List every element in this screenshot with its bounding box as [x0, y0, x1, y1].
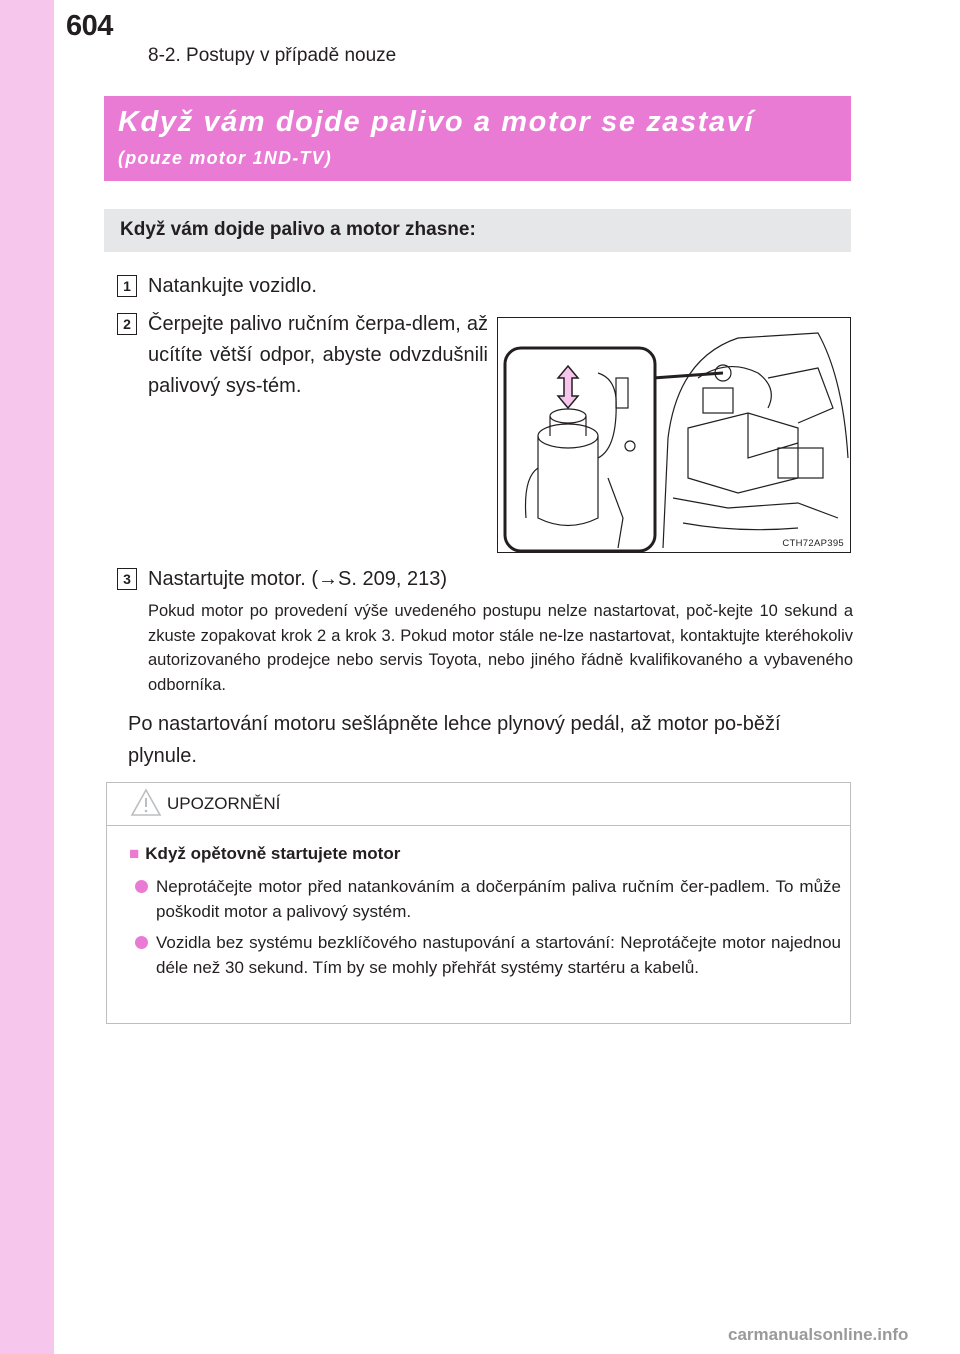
side-strip [0, 0, 54, 1354]
step-text-2: Čerpejte palivo ručním čerpa-dlem, až ucítíte větší odpor, abyste odvzdušnili palivový sys-tém. [148, 313, 488, 397]
warning-bullet-text: Vozidla bez systému bezklíčového nastupování a startování: Neprotáčejte motor najednou déle než 30 sekund. Tím by se mohly přehřát systémy startéru a kabelů. [156, 933, 841, 977]
warning-subheading [129, 844, 400, 864]
engine-bay-drawing [498, 318, 851, 553]
page-title: Když vám dojde palivo a motor se zastaví [118, 106, 755, 138]
figure-code: CTH72AP395 [782, 538, 844, 549]
note-text: Pokud motor po provedení výše uvedeného postupu nelze nastartovat, poč-kejte 10 sekund a zkuste zopakovat krok 2 a krok 3. Pokud motor stále ne-lze nastartovat, kontaktujte kteréhokoliv autorizovaného prodejce nebo servis Toyota, nebo jiného řádně kvalifikovaného a vybaveného odborníka. [148, 602, 853, 694]
warning-label: UPOZORNĚNÍ [167, 794, 281, 813]
subheading-banner [104, 209, 851, 252]
warning-bullet-text: Neprotáčejte motor před natankováním a dočerpáním paliva ručním čer-padlem. To může poškodit motor a palivový systém. [156, 877, 841, 921]
step-text-3: Nastartujte motor. (→S. 209, 213) [148, 568, 448, 590]
watermark: carmanualsonline.info [728, 1325, 909, 1344]
page-number: 604 [66, 10, 113, 42]
main-paragraph: Po nastartování motoru sešlápněte lehce plynový pedál, až motor po-běží plynule. [128, 713, 781, 767]
warning-triangle-icon [130, 788, 162, 818]
bullet-dot-icon [135, 936, 148, 949]
title-banner [104, 96, 851, 181]
engine-fuel-pump-illustration [497, 317, 851, 553]
step-text-1: Natankujte vozidlo. [148, 275, 317, 297]
warning-bullet [135, 874, 841, 924]
bullet-dot-icon [135, 880, 148, 893]
warning-subheading-text: Když opětovně startujete motor [145, 844, 401, 863]
square-bullet-icon: ■ [129, 844, 140, 863]
step-number-2: 2 [117, 313, 137, 335]
subheading: Když vám dojde palivo a motor zhasne: [120, 219, 476, 240]
warning-header [107, 783, 850, 826]
section-header: 8-2. Postupy v případě nouze [148, 45, 397, 66]
step-number-1: 1 [117, 275, 137, 297]
warning-box [106, 782, 851, 1024]
page-subtitle: (pouze motor 1ND-TV) [118, 148, 332, 168]
step-number-3: 3 [117, 568, 137, 590]
warning-bullet [135, 930, 841, 980]
